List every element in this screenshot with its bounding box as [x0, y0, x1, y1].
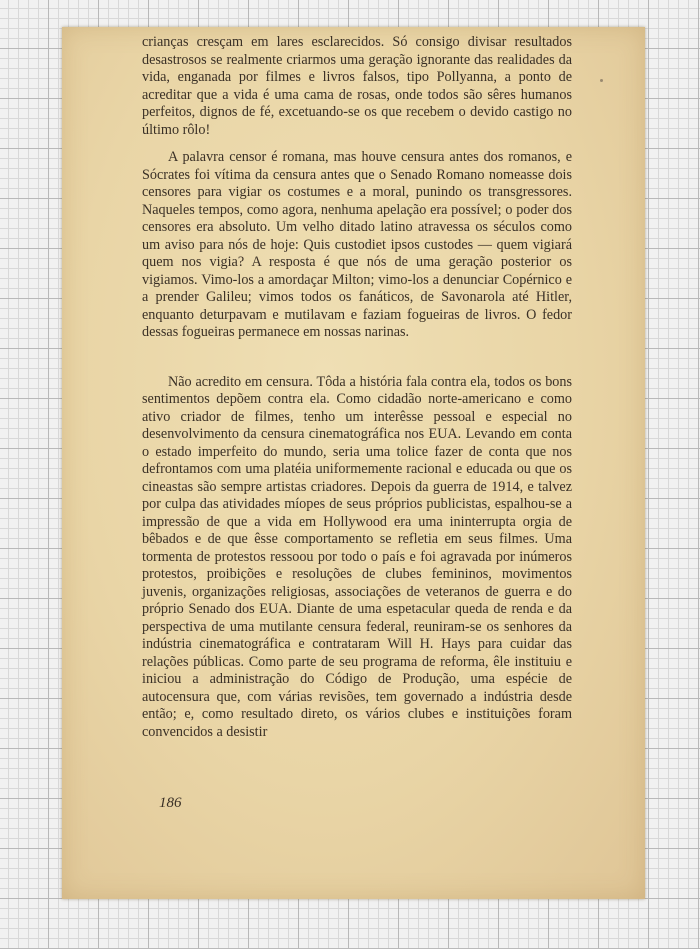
page-number: 186: [159, 795, 182, 811]
book-page: [62, 27, 645, 899]
paragraph-3: Não acredito em censura. Tôda a história fala contra ela, todos os bons sentimentos depõem contra ela. Como cidadão norte-americano e como ativo criador de filmes, tenho um interêsse pessoal e especial no desenvolvimento da censura cinematográfica nos EUA. Levando em conta o estado imperfeito do mundo, seria uma tolice fazer de conta que nos defrontamos com uma platéia uniformemente racional e educada ou que os cineastas são sempre artistas criadores. Depois da guerra de 1914, e talvez por culpa das atividades míopes de seus próprios publicistas, espalhou-se a impressão de que a vida em Hollywood era uma ininterrupta orgia de bêbados e de que êsse comportamento se refletia em seus filmes. Uma tormenta de protestos ressoou por todo o país e foi agravada por inúmeros protestos, proibições e resoluções de clubes femininos, movimentos juvenis, organizações religiosas, associações de veteranos de guerra e do próprio Senado dos EUA. Diante de uma espetacular queda de renda e da perspectiva de uma mutilante censura federal, reuniram-se os senhores da indústria cinematográfica e contrataram Will H. Hays para cuidar das relações públicas. Como parte de seu programa de reforma, êle instituiu e iniciou a administração do Código de Produção, uma espécie de autocensura que, com várias revisões, tem governado a indústria desde então; e, como resultado direto, os vários clubes e instituições foram convencidos a desistir: [142, 373, 572, 740]
paragraph-1: crianças cresçam em lares esclarecidos. Só consigo divisar resultados desastrosos se realmente criarmos uma geração ignorante das realidades da vida, enganada por filmes e livros falsos, tipo Pollyanna, a ponto de acreditar que a vida é uma cama de rosas, onde todos são sêres humanos perfeitos, dignos de fé, excetuando-se os que recebem o devido castigo no último rôlo!: [142, 34, 572, 138]
paragraph-2: A palavra censor é romana, mas houve censura antes dos romanos, e Sócrates foi vítima da censura antes que o Senado Romano nomeasse dois censores para vigiar os costumes e a moral, punindo os transgressores. Naqueles tempos, como agora, nenhuma apelação era possível; o poder dos censores era absoluto. Um velho ditado latino atravessa os séculos como um aviso para nós de hoje: Quis custodiet ipsos custodes — quem vigiará quem nos vigia? A resposta é que nós de uma geração posterior os vigiamos. Vimo-los a amordaçar Milton; vimo-los a denunciar Copérnico e a prender Galileu; vimos todos os fanáticos, de Savonarola até Hitler, enquanto deturpavam e mutilavam e faziam fogueiras de livros. O fedor dessas fogueiras permanece em nossas narinas.: [142, 149, 572, 340]
paper-speck: [600, 79, 603, 82]
body-text: [142, 34, 572, 741]
